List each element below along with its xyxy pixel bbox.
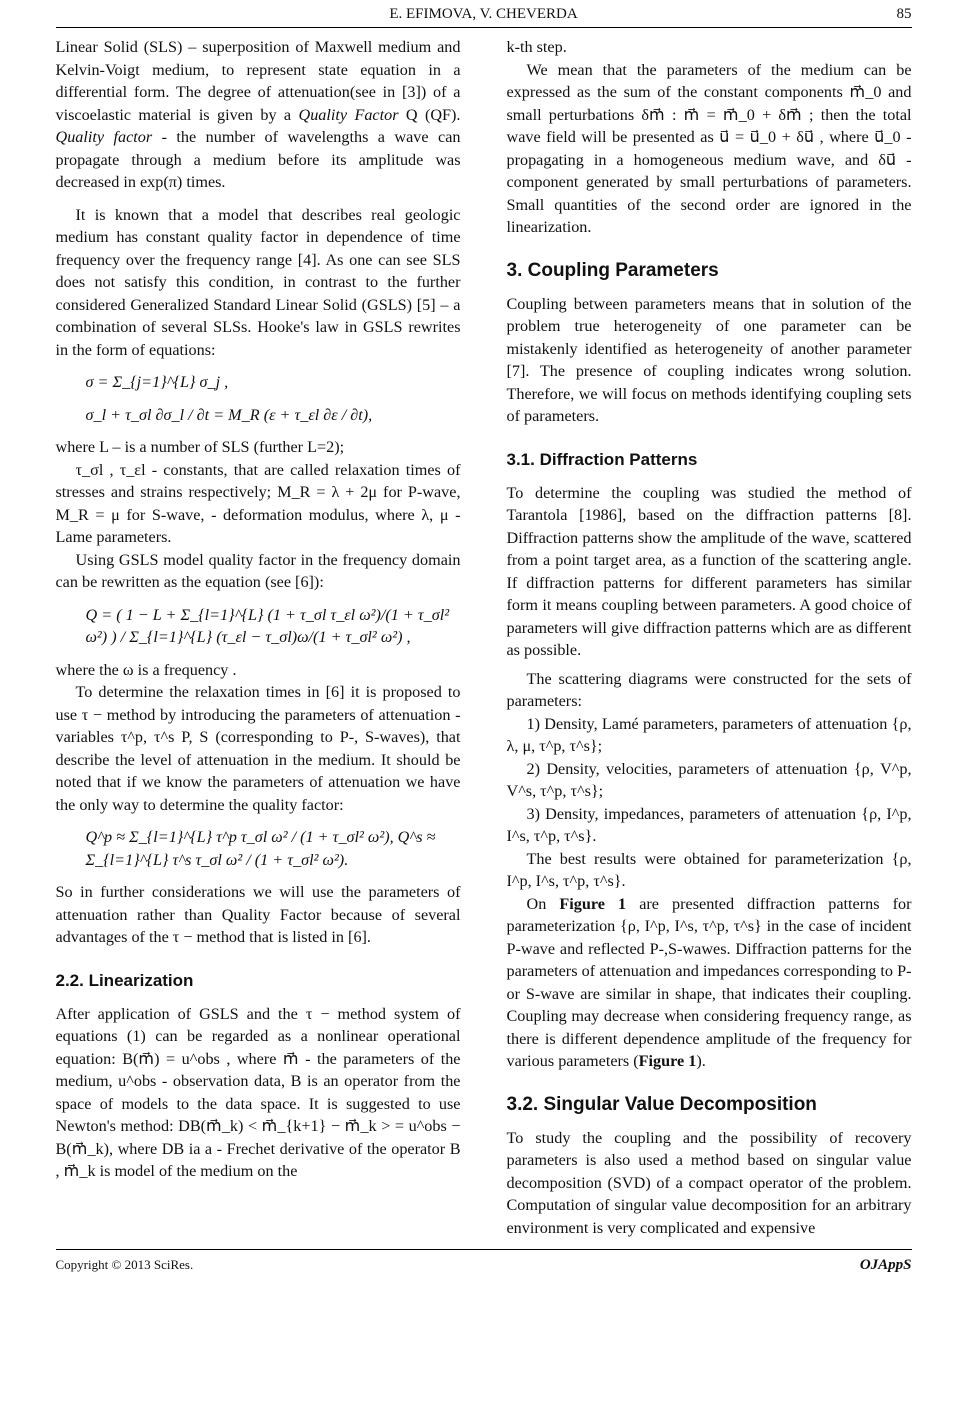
paragraph-kth-step: k-th step. xyxy=(506,38,567,56)
paragraph-perturbations: We mean that the parameters of the medium can be expressed as the sum of the constant components m⃗_0 and small perturbations δm⃗ : m⃗ = m⃗_0 + δm⃗ ; then the total wave field will be presented as u⃗ = u⃗_0 + δu⃗ , where u⃗_0 - propagating in a homogeneous medium wave, and δu⃗ - component generated by small perturbations of parameters. Small quantities of the second order are ignored in the linearization. xyxy=(506,60,912,236)
text: - the number of wavelengths a wave can propagate through a medium before its amplitude was decreased in exp(π) times. xyxy=(55,128,461,191)
text: are presented diffraction patterns for parameterization {ρ, I^p, I^s, τ^p, τ^s} in the case of incident P-wave and reflected P-,S-wawes. Diffraction patterns for the parameters of attenuation and impedances corresponding to P-or S-wave are similar in shape, that indicates their coupling. Coupling may decrease when considering frequency range, as there is different dependence amplitude of the frequency for various parameters ( xyxy=(506,894,912,1070)
paragraph-best-results: The best results were obtained for parameterization {ρ, I^p, I^s, τ^p, τ^s}. xyxy=(506,849,912,890)
section-heading-svd: 3.2. Singular Value Decomposition xyxy=(506,1093,817,1115)
paragraph-diffraction: To determine the coupling was studied the method of Tarantola [1986], based on the diffraction patterns [8]. Diffraction patterns show the amplitude of the wave, scattered from a point target area, as a function of the scattering angle. If diffraction patterns for different parameters has similar form it means coupling between parameters. A good choice of parameters will give diffraction patterns which are as different as possible. xyxy=(506,483,912,659)
paragraph-linearization: After application of GSLS and the τ − method system of equations (1) can be regarded as a nonlinear operational equation: B(m⃗) = u^obs , where m⃗ - the parameters of the medium, u^obs - observation data, B is an operator from the space of models to the data space. It is suggested to use Newton's method: DB(m⃗_k) < m⃗_{k+1} − m⃗_k > = u^obs − B(m⃗_k), where DB ia a - Frechet derivative of the operator B , m⃗_k is model of the medium on the xyxy=(55,1004,461,1180)
paragraph-scattering: The scattering diagrams were constructed for the sets of parameters: xyxy=(506,669,912,710)
equation-sum-stress: σ = Σ_{j=1}^{L} σ_j , xyxy=(85,373,229,391)
paragraph-frequency: where the ω is a frequency . xyxy=(55,660,237,679)
footer-bar xyxy=(56,1249,912,1278)
text: On xyxy=(526,894,560,913)
running-header: E. EFIMOVA, V. CHEVERDA xyxy=(389,6,578,22)
list-item-3: 3) Density, impedances, parameters of attenuation {ρ, I^p, I^s, τ^p, τ^s}. xyxy=(506,804,912,845)
paragraph-tau-method: To determine the relaxation times in [6] it is proposed to use τ − method by introducing the parameters of attenuation - variables τ^p, τ^s P, S (corresponding to P-, S-waves), that describe the level of attenuation in the medium. It should be noted that if we know the parameters of attenuation we have the only way to determine the quality factor: xyxy=(55,683,461,814)
equation-quality-factor: Q = ( 1 − L + Σ_{l=1}^{L} (1 + τ_σl τ_εl ω²)/(1 + τ_σl² ω²) ) / Σ_{l=1}^{L} (τ_εl − τ_σl)ω/(1 + τ_σl² ω²) , xyxy=(85,605,450,646)
running-header-bar xyxy=(56,4,912,28)
list-item-1: 1) Density, Lamé parameters, parameters of attenuation {ρ, λ, μ, τ^p, τ^s}; xyxy=(506,714,912,755)
paragraph-coupling: Coupling between parameters means that in solution of the problem true heterogeneity of one parameter can be mistakenly identified as heterogeneity of another parameter [7]. The presence of coupling indicates wrong solution. Therefore, we will focus on methods identifying coupling sets of parameters. xyxy=(506,294,912,425)
section-heading-coupling: 3. Coupling Parameters xyxy=(506,259,719,281)
text: Q (QF). xyxy=(398,105,461,124)
right-column xyxy=(507,36,912,1239)
text: ). xyxy=(696,1052,706,1070)
section-heading-diffraction: 3.1. Diffraction Patterns xyxy=(506,449,698,469)
list-item-2: 2) Density, velocities, parameters of attenuation {ρ, V^p, V^s, τ^p, τ^s}; xyxy=(506,759,912,800)
left-column xyxy=(56,36,461,1239)
paragraph-relaxation-times: τ_σl , τ_εl - constants, that are called relaxation times of stresses and strains respectively; M_R = λ + 2μ for P-wave, M_R = μ for S-wave, - deformation modulus, where λ, μ - Lame parameters. xyxy=(55,460,461,546)
figure-ref: Figure 1 xyxy=(559,894,627,913)
figure-ref: Figure 1 xyxy=(638,1052,697,1070)
paragraph-gsls-quality: Using GSLS model quality factor in the frequency domain can be rewritten as the equation (see [6]): xyxy=(55,550,461,591)
paragraph-further: So in further considerations we will use the parameters of attenuation rather than Quality Factor because of several advantages of the τ − method that is listed in [6]. xyxy=(55,883,461,946)
copyright: Copyright © 2013 SciRes. xyxy=(55,1257,194,1272)
paragraph-svd: To study the coupling and the possibility of recovery parameters is also used a method based on singular value decomposition (SVD) of a compact operator of the problem. Computation of singular value decomposition for an arbitrary environment is very complicated and expensive xyxy=(506,1128,912,1237)
journal-name: OJAppS xyxy=(859,1257,912,1273)
equation-qp-qs: Q^p ≈ Σ_{l=1}^{L} τ^p τ_σl ω² / (1 + τ_σl² ω²), Q^s ≈ Σ_{l=1}^{L} τ^s τ_σl ω² / (1 + τ_σl² ω²). xyxy=(85,828,436,869)
page xyxy=(56,0,912,1278)
paragraph-where-L: where L – is a number of SLS (further L=2); xyxy=(55,438,345,456)
paragraph-sls xyxy=(56,36,461,194)
two-column-body xyxy=(56,28,912,1239)
section-heading-linearization: 2.2. Linearization xyxy=(55,970,194,990)
paragraph-gsls: It is known that a model that describes real geologic medium has constant quality factor in dependence of time frequency over the frequency range [4]. As one can see SLS does not satisfy this condition, in contrast to the further considered Generalized Standard Linear Solid (GSLS) [5] – a combination of several SLSs. Hooke's law in GSLS rewrites in the form of equations: xyxy=(55,205,461,359)
paragraph-figure1 xyxy=(507,893,912,1073)
term-quality-factor: Quality Factor xyxy=(298,105,399,124)
term-quality-factor-def: Quality factor xyxy=(55,128,153,146)
equation-hooke: σ_l + τ_σl ∂σ_l / ∂t = M_R (ε + τ_εl ∂ε / ∂t), xyxy=(85,405,373,424)
page-number: 85 xyxy=(896,6,912,22)
text: Linear Solid (SLS) – superposition of Maxwell medium and Kelvin-Voigt medium, to represent state equation in a differential form. The degree of attenuation(see in [3]) of a viscoelastic material is given by a xyxy=(55,38,461,124)
